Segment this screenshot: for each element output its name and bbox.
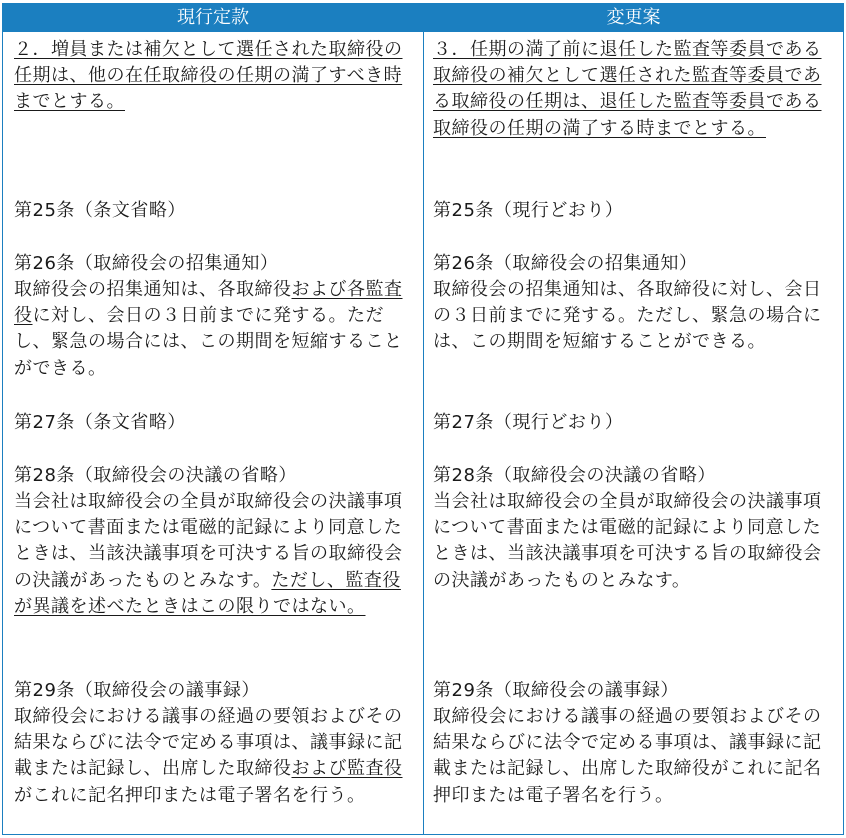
current-clause-2 [14,37,416,116]
current-article-28-title: 第28条（取締役会の決議の省略） [14,465,297,486]
body-text: 当会社は取締役会の全員が取締役会の決議事項について書面または電磁的記録により同意したときは、当該決議事項を可決する旨の取締役会の決議があったものとみなす。 [14,491,403,591]
body-text: 取締役会における議事の経過の要領およびその結果ならびに法令で定める事項は、議事録に記載または記録し、出席した取締役 [14,706,403,780]
header-current: 現行定款 [3,4,423,32]
proposed-article-28-title: 第28条（取締役会の決議の省略） [433,465,716,486]
body-text: がこれに記名押印または電子署名を行う。 [14,784,366,806]
proposed-article-29-body [433,704,835,809]
proposed-article-29-title: 第29条（取締役会の議事録） [433,680,679,701]
amended-text: ３．任期の満了前に退任した監査等委員である取締役の補欠として選任された監査等委員である取締役の任期は、退任した監査等委員である取締役の任期の満了する時までとする。 [433,39,822,139]
comparison-table [2,3,844,835]
current-article-29-body [14,704,416,809]
proposed-article-26-title: 第26条（取締役会の招集通知） [433,253,698,274]
proposed-clause-3 [433,37,835,142]
current-article-27: 第27条（条文省略） [14,412,186,433]
body-text: に対し、会日の３日前までに発する。ただし、緊急の場合には、この期間を短縮することができる。 [14,305,403,379]
current-article-25: 第25条（条文省略） [14,200,186,221]
amended-text: ２．増員または補欠として選任された取締役の任期は、他の在任取締役の任期の満了すべき時までとする。 [14,39,403,113]
current-article-26-title: 第26条（取締役会の招集通知） [14,253,279,274]
amended-text: ただし、監査役が異議を述べたときはこの限りではない。 [14,569,401,617]
proposed-article-28-body [433,489,835,594]
current-article-28-body [14,489,416,620]
proposed-article-26-body [433,277,835,356]
body-text: 取締役会の招集通知は、各取締役に対し、会日の３日前までに発する。ただし、緊急の場合には、この期間を短縮することができる。 [433,279,822,353]
amended-text: および各監査役 [14,279,403,327]
header-proposed: 変更案 [424,4,843,32]
current-article-26-body [14,277,416,382]
column-divider [423,4,424,834]
current-article-29-title: 第29条（取締役会の議事録） [14,680,260,701]
body-text: 取締役会の招集通知は、各取締役 [14,279,292,300]
body-text: 当会社は取締役会の全員が取締役会の決議事項について書面または電磁的記録により同意したときは、当該決議事項を可決する旨の取締役会の決議があったものとみなす。 [433,491,822,591]
body-text: 取締役会における議事の経過の要領およびその結果ならびに法令で定める事項は、議事録に記載または記録し、出席した取締役がこれに記名押印または電子署名を行う。 [433,706,822,806]
amended-text: および監査役 [291,758,403,780]
proposed-article-25: 第25条（現行どおり） [433,200,624,221]
proposed-article-27: 第27条（現行どおり） [433,412,624,433]
